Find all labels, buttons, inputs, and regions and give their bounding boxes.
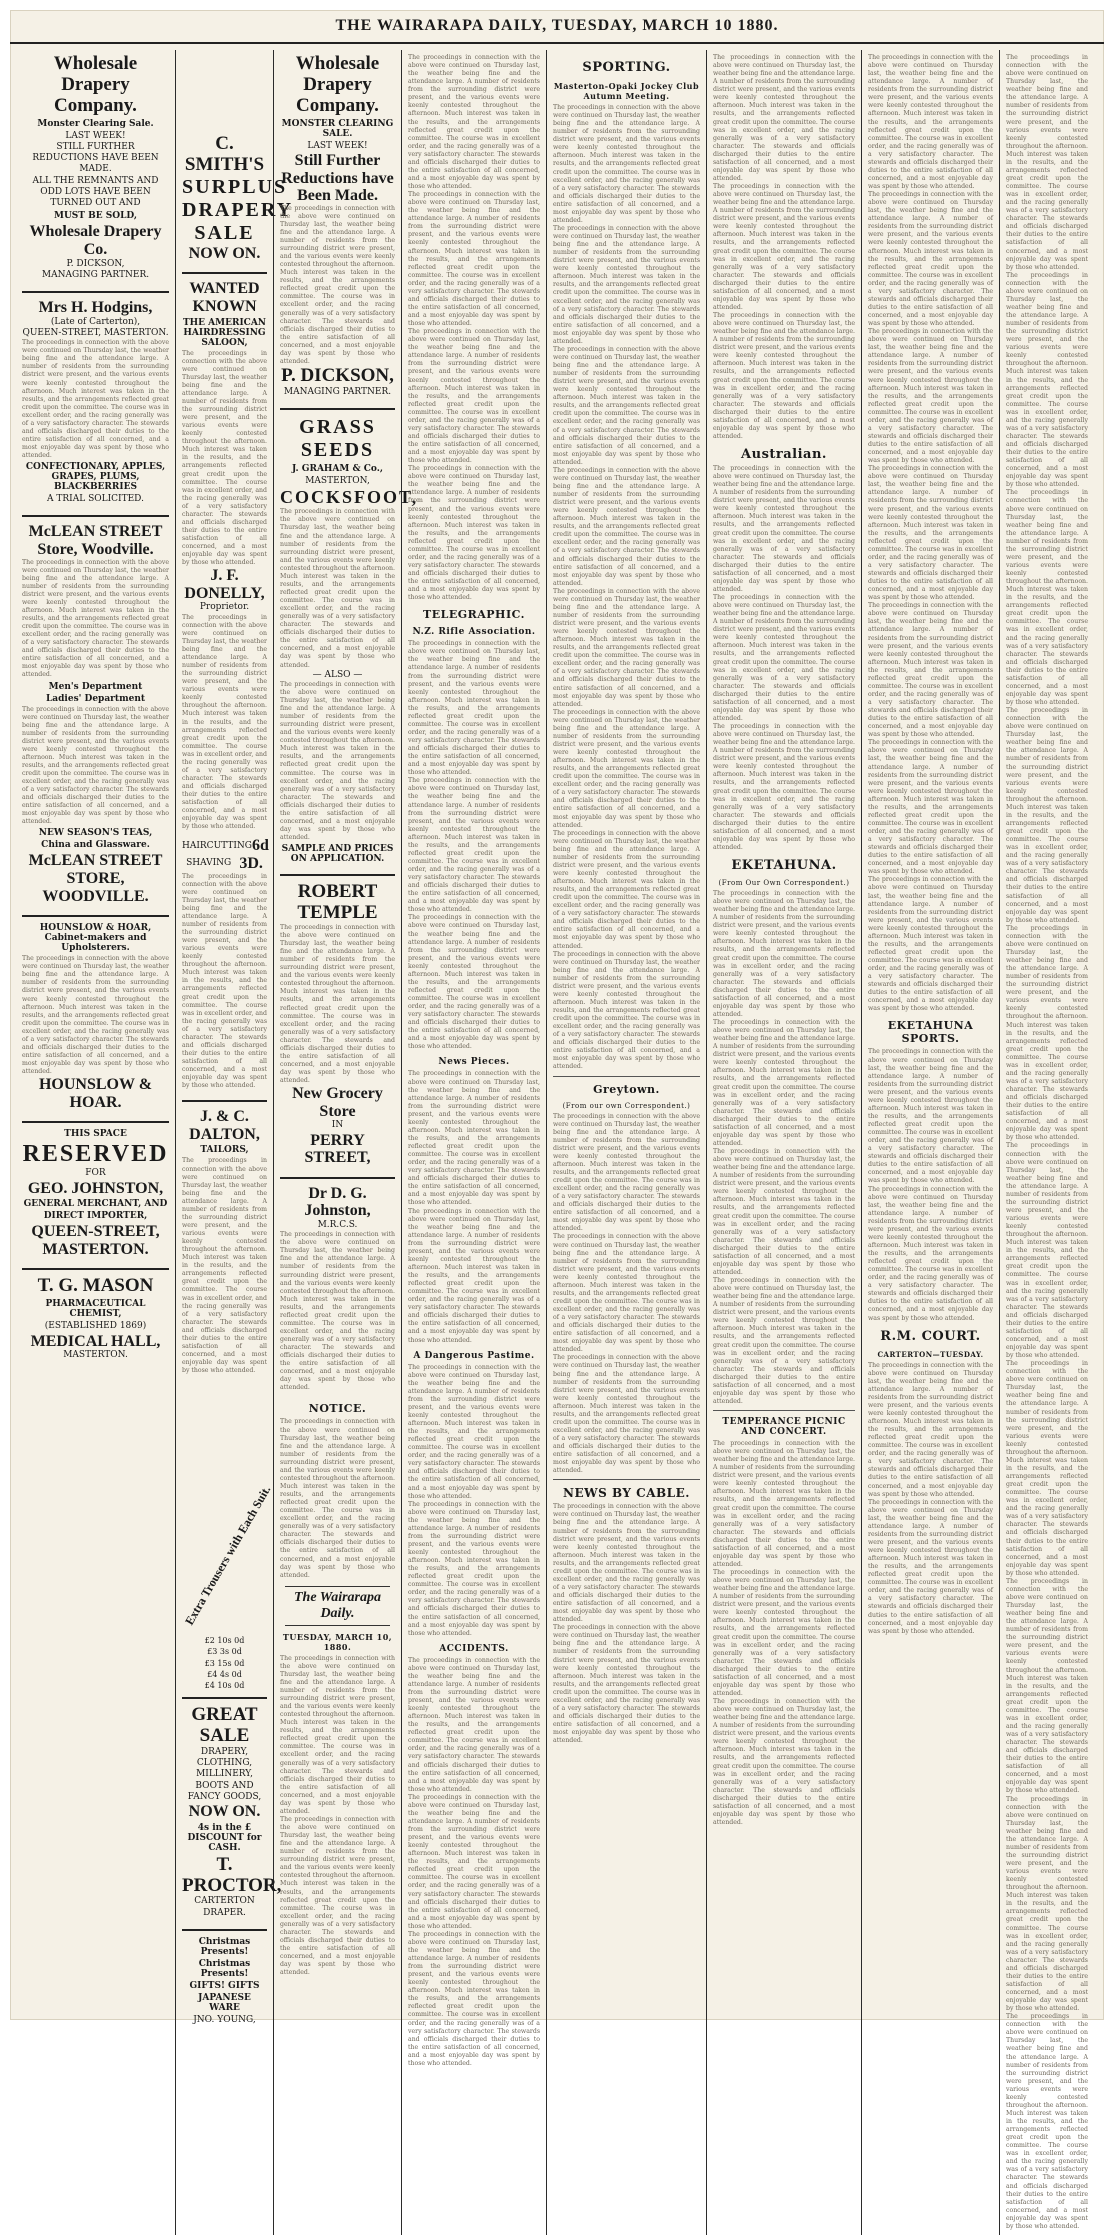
- ad-line: (Late of Carterton),: [50, 316, 141, 327]
- article-body: The proceedings in connection with the above were continued on Thursday last, the weather being fine and the attendance large. A number of residents from the surrounding district were present, and the various events were keenly contested throughout the afternoon. Much interest was taken in the results, and the arrangements reflected great credit upon the committee. The course was in excellent order, and the racing generally was of a very satisfactory character. The stewards and officials discharged their duties to the entire satisfaction of all concerned, and a most enjoyable day was spent by those who attended.: [280, 1815, 395, 1977]
- ad-subtitle: Monster Clearing Sale.: [37, 118, 154, 129]
- column-5: [547, 50, 707, 2235]
- section-heading: Greytown.: [593, 1082, 660, 1096]
- price-item: £4 10s 0d: [204, 1680, 245, 1690]
- ad-line: DIRECT IMPORTER,: [43, 1211, 148, 1222]
- article-body: The proceedings in connection with the above were continued on Thursday last, the weather being fine and the attendance large. A number of residents from the surrounding district were present, and the various events were keenly contested throughout the afternoon. Much interest was taken in the results, and the arrangements reflected great credit upon the committee. The course was in excellent order, and the racing generally was of a very satisfactory character. The stewards and officials discharged their duties to the entire satisfaction of all concerned, and a most enjoyable day was spent by those who attended.: [553, 1354, 700, 1475]
- ad-line: JAPANESE WARE: [198, 1992, 251, 2013]
- article-body: The proceedings in connection with the above were continued on Thursday last, the weather being fine and the attendance large. A number of residents from the surrounding district were present, and the various events were keenly contested throughout the afternoon. Much interest was taken in the results, and the arrangements reflected great credit upon the committee. The course was in excellent order, and the racing generally was of a very satisfactory character. The stewards and officials discharged their duties to the entire satisfaction of all concerned, and a most enjoyable day was spent by those who attended.: [868, 191, 993, 328]
- article-body: The proceedings in connection with the above were continued on Thursday last, the weather being fine and the attendance large. A number of residents from the surrounding district were present, and the various events were keenly contested throughout the afternoon. Much interest was taken in the results, and the arrangements reflected great credit upon the committee. The course was in excellent order, and the racing generally was of a very satisfactory character. The stewards and officials discharged their duties to the entire satisfaction of all concerned, and a most enjoyable day was spent by those who attended.: [713, 1569, 855, 1697]
- ad-body: The proceedings in connection with the above were continued on Thursday last, the weather being fine and the attendance large. A number of residents from the surrounding district were present, and the various events were keenly contested throughout the afternoon. Much interest was taken in the results, and the arrangements reflected great credit upon the committee. The course was in excellent order, and the racing generally was of a very satisfactory character. The stewards and officials discharged their duties to the entire satisfaction of all concerned, and a most enjoyable day was spent by those who attended.: [280, 680, 395, 842]
- ad-title: C. SMITH'S: [184, 133, 265, 175]
- ad-body: The proceedings in connection with the above were continued on Thursday last, the weather being fine and the attendance large. A number of residents from the surrounding district were present, and the various events were keenly contested throughout the afternoon. Much interest was taken in the results, and the arrangements reflected great credit upon the committee. The course was in excellent order, and the racing generally was of a very satisfactory character. The stewards and officials discharged their duties to the entire satisfaction of all concerned, and a most enjoyable day was spent by those who attended.: [182, 872, 267, 1090]
- ad-line: TAILORS,: [200, 1145, 249, 1156]
- ad-line: HAIRCUTTING: [182, 840, 252, 851]
- article-body: The proceedings in connection with the above were continued on Thursday last, the weather being fine and the attendance large. A number of residents from the surrounding district were present, and the various events were keenly contested throughout the afternoon. Much interest was taken in the results, and the arrangements reflected great credit upon the committee. The course was in excellent order, and the racing generally was of a very satisfactory character. The stewards and officials discharged their duties to the entire satisfaction of all concerned, and a most enjoyable day was spent by those who attended.: [868, 1361, 993, 1498]
- ad-line: QUEEN-STREET, MASTERTON.: [22, 327, 169, 338]
- wanted-ad: [182, 280, 267, 1090]
- article-body: The proceedings in connection with the above were continued on Thursday last, the weather being fine and the attendance large. A number of residents from the surrounding district were present, and the various events were keenly contested throughout the afternoon. Much interest was taken in the results, and the arrangements reflected great credit upon the committee. The course was in excellent order, and the racing generally was of a very satisfactory character. The stewards and officials discharged their duties to the entire satisfaction of all concerned, and a most enjoyable day was spent by those who attended.: [1006, 2013, 1088, 2230]
- ad-line: QUEEN-STREET,: [31, 1223, 160, 1241]
- article-body: The proceedings in connection with the above were continued on Thursday last, the weather being fine and the attendance large. A number of residents from the surrounding district were present, and the various events were keenly contested throughout the afternoon. Much interest was taken in the results, and the arrangements reflected great credit upon the committee. The course was in excellent order, and the racing generally was of a very satisfactory character. The stewards and officials discharged their duties to the entire satisfaction of all concerned, and a most enjoyable day was spent by those who attended.: [1006, 707, 1088, 924]
- price-item: £3 15s 0d: [204, 1658, 245, 1668]
- ad-line: COCKSFOOT,: [280, 487, 419, 508]
- section-heading: R.M. COURT.: [880, 1328, 981, 1344]
- columns: [16, 50, 1098, 2230]
- vertical-ad-text: Extra Trousers with Each Suit.: [181, 1482, 274, 1627]
- ad-line: CARTERTON: [194, 1896, 255, 1907]
- article-body: The proceedings in connection with the above were continued on Thursday last, the weather being fine and the attendance large. A number of residents from the surrounding district were present, and the various events were keenly contested throughout the afternoon. Much interest was taken in the results, and the arrangements reflected great credit upon the committee. The course was in excellent order, and the racing generally was of a very satisfactory character. The stewards and officials discharged their duties to the entire satisfaction of all concerned, and a most enjoyable day was spent by those who attended.: [868, 739, 993, 876]
- ad-title: Wholesale Drapery Company.: [53, 53, 138, 116]
- article-body: The proceedings in connection with the above were continued on Thursday last, the weather being fine and the attendance large. A number of residents from the surrounding district were present, and the various events were keenly contested throughout the afternoon. Much interest was taken in the results, and the arrangements reflected great credit upon the committee. The course was in excellent order, and the racing generally was of a very satisfactory character. The stewards and officials discharged their duties to the entire satisfaction of all concerned, and a most enjoyable day was spent by those who attended.: [713, 1440, 855, 1568]
- ad-line: NOW ON.: [188, 1803, 261, 1821]
- article-body: The proceedings in connection with the above were continued on Thursday last, the weather being fine and the attendance large. A number of residents from the surrounding district were present, and the various events were keenly contested throughout the afternoon. Much interest was taken in the results, and the arrangements reflected great credit upon the committee. The course was in excellent order, and the racing generally was of a very satisfactory character. The stewards and officials discharged their duties to the entire satisfaction of all concerned, and a most enjoyable day was spent by those who attended.: [713, 54, 855, 182]
- ad-body: The proceedings in connection with the above were continued on Thursday last, the weather being fine and the attendance large. A number of residents from the surrounding district were present, and the various events were keenly contested throughout the afternoon. Much interest was taken in the results, and the arrangements reflected great credit upon the committee. The course was in excellent order, and the racing generally was of a very satisfactory character. The stewards and officials discharged their duties to the entire satisfaction of all concerned, and a most enjoyable day was spent by those who attended.: [22, 339, 169, 460]
- ad-line: SHAVING: [186, 858, 232, 869]
- ad-body: The proceedings in connection with the above were continued on Thursday last, the weather being fine and the attendance large. A number of residents from the surrounding district were present, and the various events were keenly contested throughout the afternoon. Much interest was taken in the results, and the arrangements reflected great credit upon the committee. The course was in excellent order, and the racing generally was of a very satisfactory character. The stewards and officials discharged their duties to the entire satisfaction of all concerned, and a most enjoyable day was spent by those who attended.: [280, 923, 395, 1085]
- article-body: The proceedings in connection with the above were continued on Thursday last, the weather being fine and the attendance large. A number of residents from the surrounding district were present, and the various events were keenly contested throughout the afternoon. Much interest was taken in the results, and the arrangements reflected great credit upon the committee. The course was in excellent order, and the racing generally was of a very satisfactory character. The stewards and officials discharged their duties to the entire satisfaction of all concerned, and a most enjoyable day was spent by those who attended.: [713, 1277, 855, 1405]
- article-body: The proceedings in connection with the above were continued on Thursday last, the weather being fine and the attendance large. A number of residents from the surrounding district were present, and the various events were keenly contested throughout the afternoon. Much interest was taken in the results, and the arrangements reflected great credit upon the committee. The course was in excellent order, and the racing generally was of a very satisfactory character. The stewards and officials discharged their duties to the entire satisfaction of all concerned, and a most enjoyable day was spent by those who attended.: [713, 594, 855, 722]
- article-body: The proceedings in connection with the above were continued on Thursday last, the weather being fine and the attendance large. A number of residents from the surrounding district were present, and the various events were keenly contested throughout the afternoon. Much interest was taken in the results, and the arrangements reflected great credit upon the committee. The course was in excellent order, and the racing generally was of a very satisfactory character. The stewards and officials discharged their duties to the entire satisfaction of all concerned, and a most enjoyable day was spent by those who attended.: [713, 1148, 855, 1276]
- dalton-ad: [182, 1108, 267, 1375]
- divider: [182, 272, 267, 274]
- smith-ad: [182, 133, 294, 262]
- article-body: The proceedings in connection with the above were continued on Thursday last, the weather being fine and the attendance large. A number of residents from the surrounding district were present, and the various events were keenly contested throughout the afternoon. Much interest was taken in the results, and the arrangements reflected great credit upon the committee. The course was in excellent order, and the racing generally was of a very satisfactory character. The stewards and officials discharged their duties to the entire satisfaction of all concerned, and a most enjoyable day was spent by those who attended.: [868, 876, 993, 1013]
- ad-line: New Grocery Store: [292, 1085, 383, 1120]
- ad-section: Men's Department: [48, 681, 143, 692]
- ad-line: — ALSO —: [312, 669, 363, 680]
- ad-line: ALL THE REMNANTS AND ODD LOTS HAVE BEEN TURNED OUT AND: [32, 175, 159, 209]
- ad-title: GREAT SALE: [191, 1704, 258, 1746]
- article-body: The proceedings in connection with the above were continued on Thursday last, the weather being fine and the attendance large. A number of residents from the surrounding district were present, and the various events were keenly contested throughout the afternoon. Much interest was taken in the results, and the arrangements reflected great credit upon the committee. The course was in excellent order, and the racing generally was of a very satisfactory character. The stewards and officials discharged their duties to the entire satisfaction of all concerned, and a most enjoyable day was spent by those who attended.: [553, 708, 700, 829]
- section-subheading: CARTERTON—TUESDAY.: [877, 1349, 984, 1359]
- ad-line: MANAGING PARTNER.: [283, 386, 392, 397]
- article-body: The proceedings in connection with the above were continued on Thursday last, the weather being fine and the attendance large. A number of residents from the surrounding district were present, and the various events were keenly contested throughout the afternoon. Much interest was taken in the results, and the arrangements reflected great credit upon the committee. The course was in excellent order, and the racing generally was of a very satisfactory character. The stewards and officials discharged their duties to the entire satisfaction of all concerned, and a most enjoyable day was spent by those who attended.: [868, 328, 993, 465]
- ad-line: A TRIAL SOLICITED.: [47, 494, 144, 505]
- divider: [182, 1100, 267, 1102]
- ad-line: JNO. YOUNG,: [193, 2014, 256, 2025]
- christmas-ad: [182, 1937, 267, 2026]
- article-body: The proceedings in connection with the above were continued on Thursday last, the weather being fine and the attendance large. A number of residents from the surrounding district were present, and the various events were keenly contested throughout the afternoon. Much interest was taken in the results, and the arrangements reflected great credit upon the committee. The course was in excellent order, and the racing generally was of a very satisfactory character. The stewards and officials discharged their duties to the entire satisfaction of all concerned, and a most enjoyable day was spent by those who attended.: [1006, 1795, 1088, 2013]
- ad-line: STILL FURTHER REDUCTIONS HAVE BEEN MADE.: [32, 141, 159, 175]
- section-subheading: N.Z. Rifle Association.: [412, 627, 536, 638]
- article-body: The proceedings in connection with the above were continued on Thursday last, the weather being fine and the attendance large. A number of residents from the surrounding district were present, and the various events were keenly contested throughout the afternoon. Much interest was taken in the results, and the arrangements reflected great credit upon the committee. The course was in excellent order, and the racing generally was of a very satisfactory character. The stewards and officials discharged their duties to the entire satisfaction of all concerned, and a most enjoyable day was spent by those who attended.: [1006, 924, 1088, 1142]
- price-row: [182, 837, 267, 855]
- article-body: The proceedings in connection with the above were continued on Thursday last, the weather being fine and the attendance large. A number of residents from the surrounding district were present, and the various events were keenly contested throughout the afternoon. Much interest was taken in the results, and the arrangements reflected great credit upon the committee. The course was in excellent order, and the racing generally was of a very satisfactory character. The stewards and officials discharged their duties to the entire satisfaction of all concerned, and a most enjoyable day was spent by those who attended.: [713, 312, 855, 440]
- masthead: [10, 10, 1104, 44]
- article-body: The proceedings in connection with the above were continued on Thursday last, the weather being fine and the attendance large. A number of residents from the surrounding district were present, and the various events were keenly contested throughout the afternoon. Much interest was taken in the results, and the arrangements reflected great credit upon the committee. The course was in excellent order, and the racing generally was of a very satisfactory character. The stewards and officials discharged their duties to the entire satisfaction of all concerned, and a most enjoyable day was spent by those who attended.: [553, 950, 700, 1071]
- hodgins-ad: [22, 299, 169, 505]
- ad-line: THE AMERICAN HAIRDRESSING SALOON,: [182, 317, 267, 348]
- article-body: The proceedings in connection with the above were continued on Thursday last, the weather being fine and the attendance large. A number of residents from the surrounding district were present, and the various events were keenly contested throughout the afternoon. Much interest was taken in the results, and the arrangements reflected great credit upon the committee. The course was in excellent order, and the racing generally was of a very satisfactory character. The stewards and officials discharged their duties to the entire satisfaction of all concerned, and a most enjoyable day was spent by those who attended.: [553, 587, 700, 708]
- hounslow-ad: [22, 923, 169, 1111]
- section-heading: EKETAHUNA.: [731, 858, 837, 873]
- ad-line: Christmas Presents!: [198, 1936, 251, 1957]
- mclean-ad: [22, 523, 169, 905]
- newspaper-flag: The Wairarapa Daily.: [285, 1586, 391, 1626]
- divider: [22, 515, 169, 517]
- article-body: The proceedings in connection with the above were continued on Thursday last, the weather being fine and the attendance large. A number of residents from the surrounding district were present, and the various events were keenly contested throughout the afternoon. Much interest was taken in the results, and the arrangements reflected great credit upon the committee. The course was in excellent order, and the racing generally was of a very satisfactory character. The stewards and officials discharged their duties to the entire satisfaction of all concerned, and a most enjoyable day was spent by those who attended.: [1006, 1577, 1088, 1795]
- section-heading: EKETAHUNA SPORTS.: [887, 1019, 974, 1046]
- price-row: [182, 855, 267, 873]
- article-body: The proceedings in connection with the above were continued on Thursday last, the weather being fine and the attendance large. A number of residents from the surrounding district were present, and the various events were keenly contested throughout the afternoon. Much interest was taken in the results, and the arrangements reflected great credit upon the committee. The course was in excellent order, and the racing generally was of a very satisfactory character. The stewards and officials discharged their duties to the entire satisfaction of all concerned, and a most enjoyable day was spent by those who attended.: [408, 1207, 540, 1344]
- ad-line: GEO. JOHNSTON,: [27, 1179, 164, 1197]
- article-body: The proceedings in connection with the above were continued on Thursday last, the weather being fine and the attendance large. A number of residents from the surrounding district were present, and the various events were keenly contested throughout the afternoon. Much interest was taken in the results, and the arrangements reflected great credit upon the committee. The course was in excellent order, and the racing generally was of a very satisfactory character. The stewards and officials discharged their duties to the entire satisfaction of all concerned, and a most enjoyable day was spent by those who attended.: [713, 1698, 855, 1826]
- column-7: [862, 50, 1000, 2235]
- ad-title: RESERVED: [22, 1141, 169, 1168]
- ad-line: MILLINERY,: [196, 1769, 253, 1780]
- section-heading: NEWS BY CABLE.: [563, 1486, 690, 1501]
- ad-line: (ESTABLISHED 1869): [44, 1321, 147, 1332]
- ad-line: J. GRAHAM & Co.,: [291, 464, 384, 475]
- ad-line: BOOTS AND FANCY GOODS,: [187, 1780, 262, 1802]
- divider: [280, 1177, 395, 1179]
- ad-line: MASTERTON.: [63, 1350, 128, 1361]
- article-body: The proceedings in connection with the above were continued on Thursday last, the weather being fine and the attendance large. A number of residents from the surrounding district were present, and the various events were keenly contested throughout the afternoon. Much interest was taken in the results, and the arrangements reflected great credit upon the committee. The course was in excellent order, and the racing generally was of a very satisfactory character. The stewards and officials discharged their duties to the entire satisfaction of all concerned, and a most enjoyable day was spent by those who attended.: [713, 183, 855, 311]
- divider: [182, 1929, 267, 1931]
- article-body: The proceedings in connection with the above were continued on Thursday last, the weather being fine and the attendance large. A number of residents from the surrounding district were present, and the various events were keenly contested throughout the afternoon. Much interest was taken in the results, and the arrangements reflected great credit upon the committee. The course was in excellent order, and the racing generally was of a very satisfactory character. The stewards and officials discharged their duties to the entire satisfaction of all concerned, and a most enjoyable day was spent by those who attended.: [868, 1185, 993, 1322]
- article-body: The proceedings in connection with the above were continued on Thursday last, the weather being fine and the attendance large. A number of residents from the surrounding district were present, and the various events were keenly contested throughout the afternoon. Much interest was taken in the results, and the arrangements reflected great credit upon the committee. The course was in excellent order, and the racing generally was of a very satisfactory character. The stewards and officials discharged their duties to the entire satisfaction of all concerned, and a most enjoyable day was spent by those who attended.: [408, 1930, 540, 2067]
- ad-section: China and Glassware.: [41, 840, 150, 851]
- ad-line: J. F. DONELLY,: [184, 567, 265, 602]
- ad-section: Ladies' Department: [45, 693, 146, 704]
- article-body: The proceedings in connection with the above were continued on Thursday last, the weather being fine and the attendance large. A number of residents from the surrounding district were present, and the various events were keenly contested throughout the afternoon. Much interest was taken in the results, and the arrangements reflected great credit upon the committee. The course was in excellent order, and the racing generally was of a very satisfactory character. The stewards and officials discharged their duties to the entire satisfaction of all concerned, and a most enjoyable day was spent by those who attended.: [553, 829, 700, 950]
- section-subheading: (From our own Correspondent.): [562, 1101, 691, 1110]
- section-heading: NOTICE.: [308, 1402, 367, 1416]
- section-heading: TELEGRAPHIC.: [423, 608, 525, 622]
- ad-line: SAMPLE AND PRICES ON APPLICATION.: [281, 844, 394, 865]
- column-6: [707, 50, 862, 2235]
- price-item: £2 10s 0d: [204, 1636, 245, 1646]
- ad-line: Proprietor.: [199, 602, 250, 613]
- article-body: The proceedings in connection with the above were continued on Thursday last, the weather being fine and the attendance large. A number of residents from the surrounding district were present, and the various events were keenly contested throughout the afternoon. Much interest was taken in the results, and the arrangements reflected great credit upon the committee. The course was in excellent order, and the racing generally was of a very satisfactory character. The stewards and officials discharged their duties to the entire satisfaction of all concerned, and a most enjoyable day was spent by those who attended.: [408, 1656, 540, 1793]
- ad-title: Dr D. G. Johnston,: [304, 1184, 371, 1220]
- article-body: The proceedings in connection with the above were continued on Thursday last, the weather being fine and the attendance large. A number of residents from the surrounding district were present, and the various events were keenly contested throughout the afternoon. Much interest was taken in the results, and the arrangements reflected great credit upon the committee. The course was in excellent order, and the racing generally was of a very satisfactory character. The stewards and officials discharged their duties to the entire satisfaction of all concerned, and a most enjoyable day was spent by those who attended.: [868, 1048, 993, 1185]
- ad-line: DRAPER.: [203, 1907, 246, 1918]
- ad-line: 4s in the £ DISCOUNT for CASH.: [187, 1822, 262, 1853]
- column-4: [402, 50, 547, 2235]
- ad-footer: McLEAN STREET STORE,: [28, 852, 163, 888]
- ad-line: FOR: [85, 1168, 106, 1179]
- ad-title: J. & C. DALTON,: [189, 1108, 260, 1143]
- column-2: [176, 50, 294, 2235]
- article-body: The proceedings in connection with the above were continued on Thursday last, the weather being fine and the attendance large. A number of residents from the surrounding district were present, and the various events were keenly contested throughout the afternoon. Much interest was taken in the results, and the arrangements reflected great credit upon the committee. The course was in excellent order, and the racing generally was of a very satisfactory character. The stewards and officials discharged their duties to the entire satisfaction of all concerned, and a most enjoyable day was spent by those who attended.: [408, 465, 540, 602]
- article-body: The proceedings in connection with the above were continued on Thursday last, the weather being fine and the attendance large. A number of residents from the surrounding district were present, and the various events were keenly contested throughout the afternoon. Much interest was taken in the results, and the arrangements reflected great credit upon the committee. The course was in excellent order, and the racing generally was of a very satisfactory character. The stewards and officials discharged their duties to the entire satisfaction of all concerned, and a most enjoyable day was spent by those who attended.: [713, 465, 855, 593]
- price-item: £3 3s 0d: [207, 1647, 242, 1657]
- article-body: The proceedings in connection with the above were continued on Thursday last, the weather being fine and the attendance large. A number of residents from the surrounding district were present, and the various events were keenly contested throughout the afternoon. Much interest was taken in the results, and the arrangements reflected great credit upon the committee. The course was in excellent order, and the racing generally was of a very satisfactory character. The stewards and officials discharged their duties to the entire satisfaction of all concerned, and a most enjoyable day was spent by those who attended.: [1006, 489, 1088, 706]
- article-body: The proceedings in connection with the above were continued on Thursday last, the weather being fine and the attendance large. A number of residents from the surrounding district were present, and the various events were keenly contested throughout the afternoon. Much interest was taken in the results, and the arrangements reflected great credit upon the committee. The course was in excellent order, and the racing generally was of a very satisfactory character. The stewards and officials discharged their duties to the entire satisfaction of all concerned, and a most enjoyable day was spent by those who attended.: [408, 191, 540, 328]
- ad-line: LAST WEEK!: [65, 130, 126, 141]
- article-body: The proceedings in connection with the above were continued on Thursday last, the weather being fine and the attendance large. A number of residents from the surrounding district were present, and the various events were keenly contested throughout the afternoon. Much interest was taken in the results, and the arrangements reflected great credit upon the committee. The course was in excellent order, and the racing generally was of a very satisfactory character. The stewards and officials discharged their duties to the entire satisfaction of all concerned, and a most enjoyable day was spent by those who attended.: [1006, 271, 1088, 489]
- ad-line: MUST BE SOLD,: [53, 211, 138, 222]
- ad-title: HOUNSLOW & HOAR, Cabinet-makers and Upholsterers.: [39, 923, 152, 954]
- divider: [22, 1268, 169, 1270]
- divider: [553, 1479, 700, 1480]
- ad-title: Wholesale Drapery Company.: [295, 53, 380, 116]
- temple-ad: [280, 882, 395, 1167]
- ad-body: The proceedings in connection with the above were continued on Thursday last, the weather being fine and the attendance large. A number of residents from the surrounding district were present, and the various events were keenly contested throughout the afternoon. Much interest was taken in the results, and the arrangements reflected great credit upon the committee. The course was in excellent order, and the racing generally was of a very satisfactory character. The stewards and officials discharged their duties to the entire satisfaction of all concerned, and a most enjoyable day was spent by those who attended.: [182, 349, 267, 567]
- divider: [280, 874, 395, 876]
- ad-title: McLEAN STREET Store, Woodville.: [28, 523, 163, 558]
- ad-body: The proceedings in connection with the above were continued on Thursday last, the weather being fine and the attendance large. A number of residents from the surrounding district were present, and the various events were keenly contested throughout the afternoon. Much interest was taken in the results, and the arrangements reflected great credit upon the committee. The course was in excellent order, and the racing generally was of a very satisfactory character. The stewards and officials discharged their duties to the entire satisfaction of all concerned, and a most enjoyable day was spent by those who attended.: [182, 1157, 267, 1375]
- article-body: The proceedings in connection with the above were continued on Thursday last, the weather being fine and the attendance large. A number of residents from the surrounding district were present, and the various events were keenly contested throughout the afternoon. Much interest was taken in the results, and the arrangements reflected great credit upon the committee. The course was in excellent order, and the racing generally was of a very satisfactory character. The stewards and officials discharged their duties to the entire satisfaction of all concerned, and a most enjoyable day was spent by those who attended.: [1006, 1360, 1088, 1577]
- article-body: The proceedings in connection with the above were continued on Thursday last, the weather being fine and the attendance large. A number of residents from the surrounding district were present, and the various events were keenly contested throughout the afternoon. Much interest was taken in the results, and the arrangements reflected great credit upon the committee. The course was in excellent order, and the racing generally was of a very satisfactory character. The stewards and officials discharged their duties to the entire satisfaction of all concerned, and a most enjoyable day was spent by those who attended.: [553, 104, 700, 224]
- vertical-ad: [182, 1385, 274, 1725]
- ad-section: NEW SEASON'S TEAS,: [38, 828, 153, 839]
- ad-footer: Wholesale Drapery Co.: [29, 223, 162, 259]
- ad-line: PERRY STREET,: [304, 1131, 371, 1167]
- ad-line: MEDICAL HALL,: [30, 1332, 161, 1350]
- article-body: The proceedings in connection with the above were continued on Thursday last, the weather being fine and the attendance large. A number of residents from the surrounding district were present, and the various events were keenly contested throughout the afternoon. Much interest was taken in the results, and the arrangements reflected great credit upon the committee. The course was in excellent order, and the racing generally was of a very satisfactory character. The stewards and officials discharged their duties to the entire satisfaction of all concerned, and a most enjoyable day was spent by those who attended.: [868, 1498, 993, 1635]
- section-heading: Australian.: [741, 447, 827, 462]
- ad-line: Christmas Presents!: [198, 1958, 251, 1979]
- article-body: The proceedings in connection with the above were continued on Thursday last, the weather being fine and the attendance large. A number of residents from the surrounding district were present, and the various events were keenly contested throughout the afternoon. Much interest was taken in the results, and the arrangements reflected great credit upon the committee. The course was in excellent order, and the racing generally was of a very satisfactory character. The stewards and officials discharged their duties to the entire satisfaction of all concerned, and a most enjoyable day was spent by those who attended.: [408, 54, 540, 190]
- divider: [713, 1410, 855, 1411]
- article-body: The proceedings in connection with the above were continued on Thursday last, the weather being fine and the attendance large. A number of residents from the surrounding district were present, and the various events were keenly contested throughout the afternoon. Much interest was taken in the results, and the arrangements reflected great credit upon the committee. The course was in excellent order, and the racing generally was of a very satisfactory character. The stewards and officials discharged their duties to the entire satisfaction of all concerned, and a most enjoyable day was spent by those who attended.: [408, 640, 540, 777]
- ad-body: The proceedings in connection with the above were continued on Thursday last, the weather being fine and the attendance large. A number of residents from the surrounding district were present, and the various events were keenly contested throughout the afternoon. Much interest was taken in the results, and the arrangements reflected great credit upon the committee. The course was in excellent order, and the racing generally was of a very satisfactory character. The stewards and officials discharged their duties to the entire satisfaction of all concerned, and a most enjoyable day was spent by those who attended.: [22, 705, 169, 826]
- ad-line: MASTERTON,: [305, 476, 370, 487]
- ad-line: P. DICKSON,: [281, 364, 394, 386]
- section-subheading: Masterton-Opaki Jockey Club Autumn Meeting.: [553, 81, 700, 101]
- article-body: The proceedings in connection with the above were continued on Thursday last, the weather being fine and the attendance large. A number of residents from the surrounding district were present, and the various events were keenly contested throughout the afternoon. Much interest was taken in the results, and the arrangements reflected great credit upon the committee. The course was in excellent order, and the racing generally was of a very satisfactory character. The stewards and officials discharged their duties to the entire satisfaction of all concerned, and a most enjoyable day was spent by those who attended.: [408, 1363, 540, 1500]
- ad-line: GENERAL MERCHANT, AND: [23, 1199, 168, 1210]
- column-1: [16, 50, 176, 2235]
- ad-line: SALE: [194, 221, 255, 244]
- issue-date: TUESDAY, MARCH 10, 1880.: [282, 1631, 393, 1652]
- ad-title: ROBERT TEMPLE: [297, 881, 378, 923]
- ad-footer: HOUNSLOW & HOAR.: [38, 1076, 153, 1111]
- section-subheading: A Dangerous Pastime.: [413, 1350, 535, 1361]
- article-body: The proceedings in connection with the above were continued on Thursday last, the weather being fine and the attendance large. A number of residents from the surrounding district were present, and the various events were keenly contested throughout the afternoon. Much interest was taken in the results, and the arrangements reflected great credit upon the committee. The course was in excellent order, and the racing generally was of a very satisfactory character. The stewards and officials discharged their duties to the entire satisfaction of all concerned, and a most enjoyable day was spent by those who attended.: [408, 1070, 540, 1207]
- ad-body: The proceedings in connection with the above were continued on Thursday last, the weather being fine and the attendance large. A number of residents from the surrounding district were present, and the various events were keenly contested throughout the afternoon. Much interest was taken in the results, and the arrangements reflected great credit upon the committee. The course was in excellent order, and the racing generally was of a very satisfactory character. The stewards and officials discharged their duties to the entire satisfaction of all concerned, and a most enjoyable day was spent by those who attended.: [22, 558, 169, 679]
- great-sale-ad: [182, 1704, 282, 1919]
- ad-line: DRAPERY: [182, 198, 294, 221]
- article-body: The proceedings in connection with the above were continued on Thursday last, the weather being fine and the attendance large. A number of residents from the surrounding district were present, and the various events were keenly contested throughout the afternoon. Much interest was taken in the results, and the arrangements reflected great credit upon the committee. The course was in excellent order, and the racing generally was of a very satisfactory character. The stewards and officials discharged their duties to the entire satisfaction of all concerned, and a most enjoyable day was spent by those who attended.: [553, 1503, 700, 1624]
- article-body: The proceedings in connection with the above were continued on Thursday last, the weather being fine and the attendance large. A number of residents from the surrounding district were present, and the various events were keenly contested throughout the afternoon. Much interest was taken in the results, and the arrangements reflected great credit upon the committee. The course was in excellent order, and the racing generally was of a very satisfactory character. The stewards and officials discharged their duties to the entire satisfaction of all concerned, and a most enjoyable day was spent by those who attended.: [553, 224, 700, 345]
- article-body: The proceedings in connection with the above were continued on Thursday last, the weather being fine and the attendance large. A number of residents from the surrounding district were present, and the various events were keenly contested throughout the afternoon. Much interest was taken in the results, and the arrangements reflected great credit upon the committee. The course was in excellent order, and the racing generally was of a very satisfactory character. The stewards and officials discharged their duties to the entire satisfaction of all concerned, and a most enjoyable day was spent by those who attended.: [868, 465, 993, 602]
- ad-title: T. G. MASON: [37, 1275, 154, 1297]
- article-body: The proceedings in connection with the above were continued on Thursday last, the weather being fine and the attendance large. A number of residents from the surrounding district were present, and the various events were keenly contested throughout the afternoon. Much interest was taken in the results, and the arrangements reflected great credit upon the committee. The course was in excellent order, and the racing generally was of a very satisfactory character. The stewards and officials discharged their duties to the entire satisfaction of all concerned, and a most enjoyable day was spent by those who attended.: [553, 345, 700, 466]
- price-item: £4 4s 0d: [207, 1669, 242, 1679]
- column-8: [1000, 50, 1094, 2235]
- wholesale-ad: [22, 54, 169, 281]
- grass-seeds-ad: [280, 416, 419, 865]
- ad-line: THIS SPACE: [64, 1129, 127, 1140]
- ad-footer: WOODVILLE.: [42, 887, 149, 905]
- article-body: The proceedings in connection with the above were continued on Thursday last, the weather being fine and the attendance large. A number of residents from the surrounding district were present, and the various events were keenly contested throughout the afternoon. Much interest was taken in the results, and the arrangements reflected great credit upon the committee. The course was in excellent order, and the racing generally was of a very satisfactory character. The stewards and officials discharged their duties to the entire satisfaction of all concerned, and a most enjoyable day was spent by those who attended.: [553, 1624, 700, 1745]
- section-heading: TEMPERANCE PICNIC AND CONCERT.: [722, 1417, 846, 1437]
- article-body: The proceedings in connection with the above were continued on Thursday last, the weather being fine and the attendance large. A number of residents from the surrounding district were present, and the various events were keenly contested throughout the afternoon. Much interest was taken in the results, and the arrangements reflected great credit upon the committee. The course was in excellent order, and the racing generally was of a very satisfactory character. The stewards and officials discharged their duties to the entire satisfaction of all concerned, and a most enjoyable day was spent by those who attended.: [408, 328, 540, 465]
- divider: [22, 915, 169, 917]
- article-body: The proceedings in connection with the above were continued on Thursday last, the weather being fine and the attendance large. A number of residents from the surrounding district were present, and the various events were keenly contested throughout the afternoon. Much interest was taken in the results, and the arrangements reflected great credit upon the committee. The course was in excellent order, and the racing generally was of a very satisfactory character. The stewards and officials discharged their duties to the entire satisfaction of all concerned, and a most enjoyable day was spent by those who attended.: [553, 1112, 700, 1233]
- article-body: The proceedings in connection with the above were continued on Thursday last, the weather being fine and the attendance large. A number of residents from the surrounding district were present, and the various events were keenly contested throughout the afternoon. Much interest was taken in the results, and the arrangements reflected great credit upon the committee. The course was in excellent order, and the racing generally was of a very satisfactory character. The stewards and officials discharged their duties to the entire satisfaction of all concerned, and a most enjoyable day was spent by those who attended.: [408, 914, 540, 1051]
- ad-manager: P. DICKSON,: [66, 258, 125, 269]
- section-subheading: News Pieces.: [438, 1057, 510, 1068]
- article-body: The proceedings in connection with the above were continued on Thursday last, the weather being fine and the attendance large. A number of residents from the surrounding district were present, and the various events were keenly contested throughout the afternoon. Much interest was taken in the results, and the arrangements reflected great credit upon the committee. The course was in excellent order, and the racing generally was of a very satisfactory character. The stewards and officials discharged their duties to the entire satisfaction of all concerned, and a most enjoyable day was spent by those who attended.: [553, 1233, 700, 1354]
- ad-line: DRAPERY, CLOTHING,: [196, 1746, 253, 1769]
- article-body: The proceedings in connection with the above were continued on Thursday last, the weather being fine and the attendance large. A number of residents from the surrounding district were present, and the various events were keenly contested throughout the afternoon. Much interest was taken in the results, and the arrangements reflected great credit upon the committee. The course was in excellent order, and the racing generally was of a very satisfactory character. The stewards and officials discharged their duties to the entire satisfaction of all concerned, and a most enjoyable day was spent by those who attended.: [280, 1418, 395, 1579]
- divider: [280, 408, 395, 410]
- wholesale-ad-2: [280, 54, 395, 398]
- article-body: The proceedings in connection with the above were continued on Thursday last, the weather being fine and the attendance large. A number of residents from the surrounding district were present, and the various events were keenly contested throughout the afternoon. Much interest was taken in the results, and the arrangements reflected great credit upon the committee. The course was in excellent order, and the racing generally was of a very satisfactory character. The stewards and officials discharged their duties to the entire satisfaction of all concerned, and a most enjoyable day was spent by those who attended.: [408, 1500, 540, 1637]
- article-body: The proceedings in connection with the above were continued on Thursday last, the weather being fine and the attendance large. A number of residents from the surrounding district were present, and the various events were keenly contested throughout the afternoon. Much interest was taken in the results, and the arrangements reflected great credit upon the committee. The course was in excellent order, and the racing generally was of a very satisfactory character. The stewards and officials discharged their duties to the entire satisfaction of all concerned, and a most enjoyable day was spent by those who attended.: [1006, 1142, 1088, 1360]
- reserved-ad: [22, 1129, 169, 1258]
- ad-line: SURPLUS: [182, 175, 288, 198]
- ad-line: IN: [331, 1120, 344, 1131]
- ad-line: CONFECTIONARY, APPLES, GRAPES, PLUMS, BLACKBERRIES: [25, 462, 166, 493]
- ad-line: 6d: [251, 837, 269, 855]
- ad-line: 3D.: [239, 854, 263, 872]
- ad-title: WANTED KNOWN: [189, 280, 260, 315]
- ad-line: T. PROCTOR,: [182, 1853, 282, 1896]
- section-heading: SPORTING.: [582, 60, 671, 75]
- ad-line: NOW ON.: [188, 244, 261, 262]
- article-body: The proceedings in connection with the above were continued on Thursday last, the weather being fine and the attendance large. A number of residents from the surrounding district were present, and the various events were keenly contested throughout the afternoon. Much interest was taken in the results, and the arrangements reflected great credit upon the committee. The course was in excellent order, and the racing generally was of a very satisfactory character. The stewards and officials discharged their duties to the entire satisfaction of all concerned, and a most enjoyable day was spent by those who attended.: [713, 723, 855, 851]
- article-body: The proceedings in connection with the above were continued on Thursday last, the weather being fine and the attendance large. A number of residents from the surrounding district were present, and the various events were keenly contested throughout the afternoon. Much interest was taken in the results, and the arrangements reflected great credit upon the committee. The course was in excellent order, and the racing generally was of a very satisfactory character. The stewards and officials discharged their duties to the entire satisfaction of all concerned, and a most enjoyable day was spent by those who attended.: [280, 1654, 395, 1815]
- ad-body: The proceedings in connection with the above were continued on Thursday last, the weather being fine and the attendance large. A number of residents from the surrounding district were present, and the various events were keenly contested throughout the afternoon. Much interest was taken in the results, and the arrangements reflected great credit upon the committee. The course was in excellent order, and the racing generally was of a very satisfactory character. The stewards and officials discharged their duties to the entire satisfaction of all concerned, and a most enjoyable day was spent by those who attended.: [22, 955, 169, 1076]
- ad-body: The proceedings in connection with the above were continued on Thursday last, the weather being fine and the attendance large. A number of residents from the surrounding district were present, and the various events were keenly contested throughout the afternoon. Much interest was taken in the results, and the arrangements reflected great credit upon the committee. The course was in excellent order, and the racing generally was of a very satisfactory character. The stewards and officials discharged their duties to the entire satisfaction of all concerned, and a most enjoyable day was spent by those who attended.: [280, 1231, 395, 1392]
- ad-body: The proceedings in connection with the above were continued on Thursday last, the weather being fine and the attendance large. A number of residents from the surrounding district were present, and the various events were keenly contested throughout the afternoon. Much interest was taken in the results, and the arrangements reflected great credit upon the committee. The course was in excellent order, and the racing generally was of a very satisfactory character. The stewards and officials discharged their duties to the entire satisfaction of all concerned, and a most enjoyable day was spent by those who attended.: [182, 613, 267, 831]
- section-subheading: (From Our Own Correspondent.): [718, 879, 850, 887]
- ad-body: The proceedings in connection with the above were continued on Thursday last, the weather being fine and the attendance large. A number of residents from the surrounding district were present, and the various events were keenly contested throughout the afternoon. Much interest was taken in the results, and the arrangements reflected great credit upon the committee. The course was in excellent order, and the racing generally was of a very satisfactory character. The stewards and officials discharged their duties to the entire satisfaction of all concerned, and a most enjoyable day was spent by those who attended.: [280, 508, 395, 669]
- article-body: The proceedings in connection with the above were continued on Thursday last, the weather being fine and the attendance large. A number of residents from the surrounding district were present, and the various events were keenly contested throughout the afternoon. Much interest was taken in the results, and the arrangements reflected great credit upon the committee. The course was in excellent order, and the racing generally was of a very satisfactory character. The stewards and officials discharged their duties to the entire satisfaction of all concerned, and a most enjoyable day was spent by those who attended.: [713, 1019, 855, 1147]
- ad-line: Still Further Reductions have Been Made.: [281, 151, 394, 205]
- article-body: The proceedings in connection with the above were continued on Thursday last, the weather being fine and the attendance large. A number of residents from the surrounding district were present, and the various events were keenly contested throughout the afternoon. Much interest was taken in the results, and the arrangements reflected great credit upon the committee. The course was in excellent order, and the racing generally was of a very satisfactory character. The stewards and officials discharged their duties to the entire satisfaction of all concerned, and a most enjoyable day was spent by those who attended.: [868, 602, 993, 739]
- divider: [22, 1121, 169, 1123]
- column-3: [274, 50, 419, 2235]
- article-body: The proceedings in connection with the above were continued on Thursday last, the weather being fine and the attendance large. A number of residents from the surrounding district were present, and the various events were keenly contested throughout the afternoon. Much interest was taken in the results, and the arrangements reflected great credit upon the committee. The course was in excellent order, and the racing generally was of a very satisfactory character. The stewards and officials discharged their duties to the entire satisfaction of all concerned, and a most enjoyable day was spent by those who attended.: [408, 1793, 540, 1930]
- newspaper-title: THE WAIRARAPA DAILY, TUESDAY, MARCH 10 1880.: [335, 17, 779, 34]
- mason-ad: [22, 1276, 169, 1361]
- ad-title: GRASS SEEDS: [299, 416, 376, 462]
- article-body: The proceedings in connection with the above were continued on Thursday last, the weather being fine and the attendance large. A number of residents from the surrounding district were present, and the various events were keenly contested throughout the afternoon. Much interest was taken in the results, and the arrangements reflected great credit upon the committee. The course was in excellent order, and the racing generally was of a very satisfactory character. The stewards and officials discharged their duties to the entire satisfaction of all concerned, and a most enjoyable day was spent by those who attended.: [553, 466, 700, 587]
- ad-line: PHARMACEUTICAL CHEMIST,: [45, 1299, 146, 1320]
- article-body: The proceedings in connection with the above were continued on Thursday last, the weather being fine and the attendance large. A number of residents from the surrounding district were present, and the various events were keenly contested throughout the afternoon. Much interest was taken in the results, and the arrangements reflected great credit upon the committee. The course was in excellent order, and the racing generally was of a very satisfactory character. The stewards and officials discharged their duties to the entire satisfaction of all concerned, and a most enjoyable day was spent by those who attended.: [408, 777, 540, 914]
- vertical-ad-wrap: [181, 1385, 274, 1635]
- divider: [22, 291, 169, 293]
- ad-title: Mrs H. Hodgins,: [38, 299, 153, 317]
- section-subheading: ACCIDENTS.: [439, 1643, 509, 1654]
- ad-body: The proceedings in connection with the above were continued on Thursday last, the weather being fine and the attendance large. A number of residents from the surrounding district were present, and the various events were keenly contested throughout the afternoon. Much interest was taken in the results, and the arrangements reflected great credit upon the committee. The course was in excellent order, and the racing generally was of a very satisfactory character. The stewards and officials discharged their duties to the entire satisfaction of all concerned, and a most enjoyable day was spent by those who attended.: [280, 204, 395, 365]
- ad-line: GIFTS! GIFTS: [189, 1980, 260, 1991]
- article-body: The proceedings in connection with the above were continued on Thursday last, the weather being fine and the attendance large. A number of residents from the surrounding district were present, and the various events were keenly contested throughout the afternoon. Much interest was taken in the results, and the arrangements reflected great credit upon the committee. The course was in excellent order, and the racing generally was of a very satisfactory character. The stewards and officials discharged their duties to the entire satisfaction of all concerned, and a most enjoyable day was spent by those who attended.: [1006, 54, 1088, 271]
- ad-line: LAST WEEK!: [307, 140, 368, 151]
- ad-line: MASTERTON.: [42, 1240, 149, 1258]
- ad-line: M.R.C.S.: [317, 1219, 358, 1230]
- ad-line: MONSTER CLEARING SALE.: [281, 118, 394, 139]
- divider: [553, 1076, 700, 1077]
- ad-manager-role: MANAGING PARTNER.: [41, 269, 150, 280]
- article-body: The proceedings in connection with the above were continued on Thursday last, the weather being fine and the attendance large. A number of residents from the surrounding district were present, and the various events were keenly contested throughout the afternoon. Much interest was taken in the results, and the arrangements reflected great credit upon the committee. The course was in excellent order, and the racing generally was of a very satisfactory character. The stewards and officials discharged their duties to the entire satisfaction of all concerned, and a most enjoyable day was spent by those who attended.: [713, 890, 855, 1018]
- newspaper-page: [10, 10, 1104, 2230]
- article-body: The proceedings in connection with the above were continued on Thursday last, the weather being fine and the attendance large. A number of residents from the surrounding district were present, and the various events were keenly contested throughout the afternoon. Much interest was taken in the results, and the arrangements reflected great credit upon the committee. The course was in excellent order, and the racing generally was of a very satisfactory character. The stewards and officials discharged their duties to the entire satisfaction of all concerned, and a most enjoyable day was spent by those who attended.: [868, 54, 993, 190]
- johnston-ad: [280, 1185, 395, 1393]
